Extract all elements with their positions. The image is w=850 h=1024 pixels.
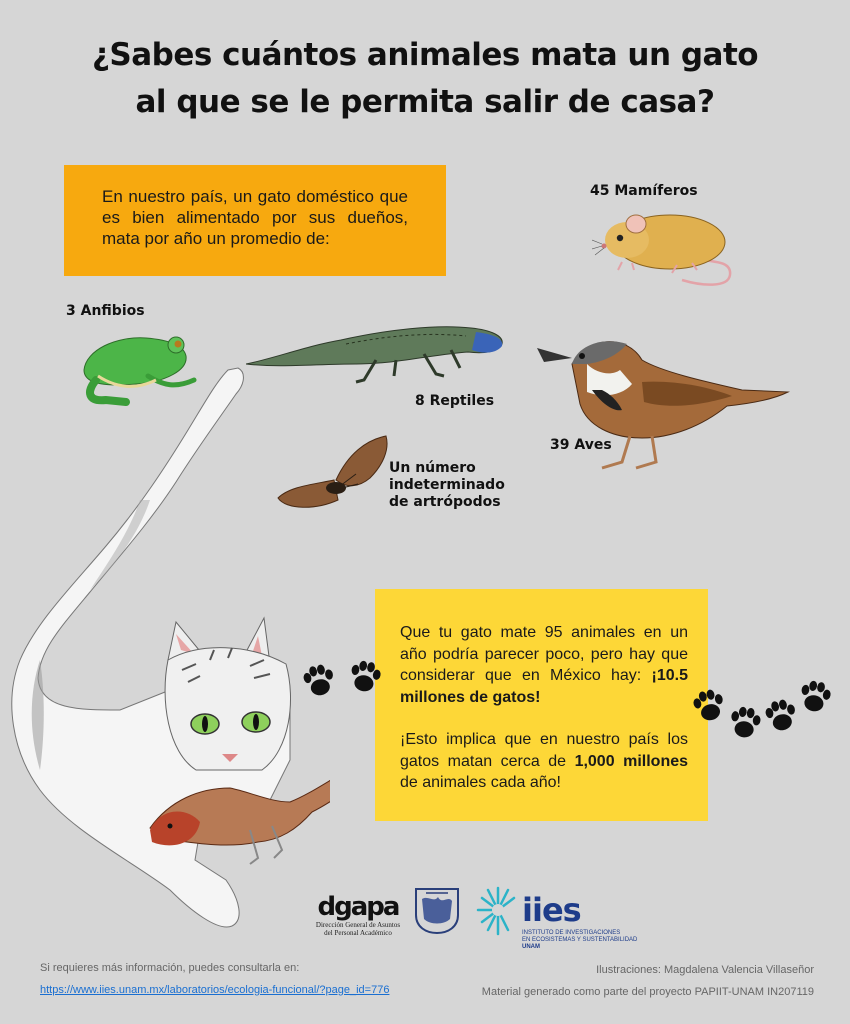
callout-p2-bold: 1,000 millones xyxy=(574,752,689,770)
title-line-1: ¿Sabes cuántos animales mata un gato xyxy=(91,37,759,73)
iies-sub-3: UNAM xyxy=(522,944,540,950)
paw-print-icon xyxy=(692,689,726,723)
paw-print-icon xyxy=(728,706,762,740)
dgapa-logo-text: dgapa xyxy=(317,892,399,922)
label-birds: 39 Aves xyxy=(550,437,612,453)
label-mammals: 45 Mamíferos xyxy=(590,183,698,199)
iies-sub-1: INSTITUTO DE INVESTIGACIONES xyxy=(522,930,621,936)
paw-print-icon xyxy=(764,699,798,733)
callout-paragraph-1 xyxy=(400,622,688,708)
footer-info: Si requieres más información, puedes consultarla en: xyxy=(40,962,300,974)
callout-p1-bold: ¡10.5 millones de gatos! xyxy=(400,667,688,706)
footer-link[interactable]: https://www.iies.unam.mx/laboratorios/ecologia-funcional/?page_id=776 xyxy=(40,984,390,996)
paw-print-icon xyxy=(798,680,832,714)
paw-print-icon xyxy=(348,660,382,694)
callout-p2-text: ¡Esto implica que en nuestro país los gatos matan cerca de xyxy=(400,731,688,770)
unam-seal-icon xyxy=(414,885,460,935)
iies-sub-2: EN ECOSISTEMAS Y SUSTENTABILIDAD xyxy=(522,937,638,943)
dgapa-sub-1: Dirección General de Asuntos xyxy=(315,921,401,929)
intro-box: En nuestro país, un gato doméstico que es bien alimentado por sus dueños, mata por año un promedio de: xyxy=(64,165,446,276)
callout-p2-end: de animales cada año! xyxy=(400,774,561,791)
mouse-illustration xyxy=(592,200,742,292)
label-arthropods-line3: de artrópodos xyxy=(389,494,501,510)
title-line-2: al que se le permita salir de casa? xyxy=(135,84,715,120)
page-title xyxy=(0,32,850,126)
iies-logo-mark xyxy=(476,880,520,940)
label-arthropods-line1: Un número xyxy=(389,460,476,476)
callout-paragraph-2 xyxy=(400,729,688,794)
footer-project: Material generado como parte del proyecto PAPIIT-UNAM IN207119 xyxy=(481,986,814,998)
iies-logo xyxy=(522,891,638,951)
dgapa-logo xyxy=(313,893,403,937)
callout-box xyxy=(375,589,708,821)
label-reptiles: 8 Reptiles xyxy=(415,393,495,409)
cat-illustration xyxy=(0,360,330,935)
label-amphibians: 3 Anfibios xyxy=(66,303,145,319)
iies-logo-text: iies xyxy=(522,891,581,929)
callout-p1-text: Que tu gato mate 95 animales en un año podría parecer poco, pero hay que considerar que en México hay: xyxy=(400,624,688,684)
label-arthropods-line2: indeterminado xyxy=(389,477,505,493)
label-arthropods xyxy=(389,460,505,511)
dgapa-sub-2: del Personal Académico xyxy=(324,929,392,937)
paw-print-icon xyxy=(302,664,336,698)
footer-credit: Ilustraciones: Magdalena Valencia Villaseñor xyxy=(596,964,814,976)
